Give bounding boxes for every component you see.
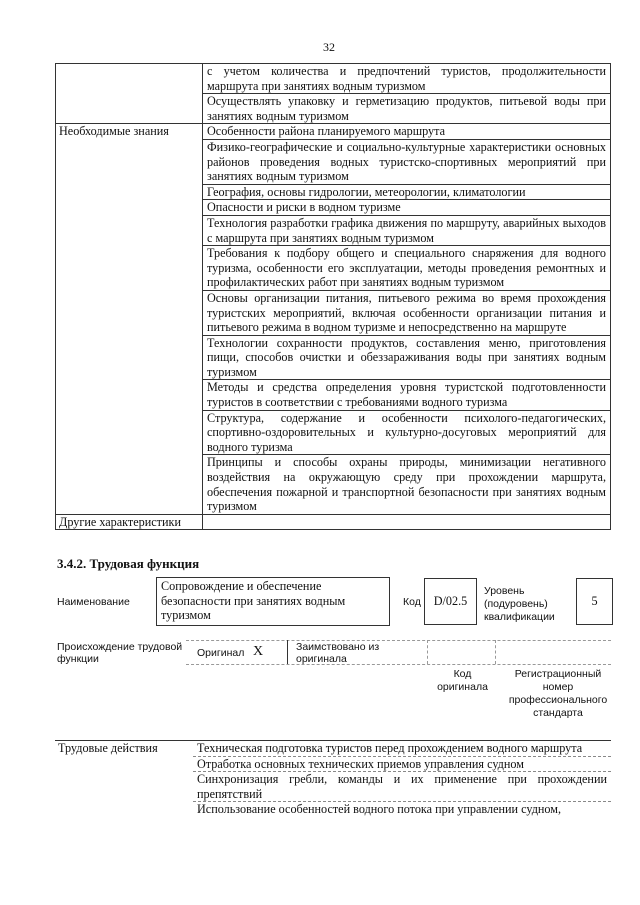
- row-text: Синхронизация гребли, команды и их применение при прохождении препятствий: [193, 772, 611, 802]
- row-label: [55, 756, 193, 772]
- reg-number-cell: [495, 640, 496, 664]
- table-row: [55, 756, 611, 772]
- row-text: География, основы гидрологии, метеорологии, климатологии: [203, 184, 611, 200]
- table-row: [56, 335, 611, 380]
- row-text: Структура, содержание и особенности психолого-педагогических, спортивно-оздоровительных и культурно-досуговых мероприятий для водного туризма: [203, 410, 611, 455]
- row-label: [55, 772, 193, 802]
- level-box: [576, 578, 613, 625]
- table-row: [55, 741, 611, 757]
- row-text: Осуществлять упаковку и герметизацию продуктов, питьевой воды при занятиях водным туризмом: [203, 94, 611, 124]
- row-text: Методы и средства определения уровня туристской подготовленности туристов в соответствии с требованиями водного туризма: [203, 380, 611, 410]
- table-row: [56, 410, 611, 455]
- page-number: 32: [323, 40, 335, 54]
- origin-label: Происхождение трудовой функции: [57, 641, 183, 665]
- reg-number-caption: Регистрационный номер профессионального стандарта: [508, 668, 608, 719]
- row-label: [56, 184, 203, 200]
- table-row: [56, 514, 611, 530]
- original-mark: X: [253, 644, 264, 659]
- row-text: [203, 514, 611, 530]
- table-row: [56, 380, 611, 410]
- level-value: 5: [591, 594, 598, 608]
- row-label: [56, 410, 203, 455]
- row-label: [56, 290, 203, 335]
- table-row: [56, 455, 611, 514]
- row-text: Физико-географические и социально-культурные характеристики основных районов проведения водных туристско-спортивных мероприятий при занятиях водным туризмом: [203, 139, 611, 184]
- row-text: Техническая подготовка туристов перед прохождением водного маршрута: [193, 741, 611, 757]
- table-row: [56, 290, 611, 335]
- row-label: [56, 455, 203, 514]
- row-text: Отработка основных технических приемов управления судном: [193, 756, 611, 772]
- code-value: D/02.5: [433, 594, 468, 608]
- table-row: [56, 64, 611, 94]
- original-label: Оригинал: [197, 647, 245, 659]
- row-label: [56, 200, 203, 216]
- row-label: Трудовые действия: [55, 741, 193, 757]
- table-row: [56, 139, 611, 184]
- section-heading: 3.4.2. Трудовая функция: [57, 556, 200, 571]
- table-row: [55, 802, 611, 817]
- row-text: Принципы и способы охраны природы, минимизации негативного воздействия на окружающую среду при прохождении маршрута, обеспечения пожарной и транспортной безопасности при занятиях водным туризмом: [203, 455, 611, 514]
- row-text: Особенности района планируемого маршрута: [203, 124, 611, 140]
- name-value: Сопровождение и обеспечение безопасности при занятиях водным туризмом: [161, 579, 346, 623]
- row-label: Необходимые знания: [56, 124, 203, 140]
- row-text: Технология разработки графика движения по маршруту, аварийных выходов с маршрута при занятиях водным туризмом: [203, 215, 611, 245]
- row-label: [55, 802, 193, 817]
- table-row: [56, 246, 611, 291]
- row-text: Использование особенностей водного потока при управлении судном,: [193, 802, 611, 817]
- row-label: [56, 94, 203, 124]
- row-label: [56, 139, 203, 184]
- knowledge-table: [55, 63, 611, 530]
- table-row: [56, 215, 611, 245]
- row-label: [56, 380, 203, 410]
- name-box: [156, 577, 390, 626]
- row-label: [56, 335, 203, 380]
- code-label: Код: [403, 596, 421, 608]
- row-text: Опасности и риски в водном туризме: [203, 200, 611, 216]
- code-original-caption: Код оригинала: [437, 668, 488, 693]
- table-row: [56, 200, 611, 216]
- row-text: с учетом количества и предпочтений туристов, продолжительности маршрута при занятиях водным туризмом: [203, 64, 611, 94]
- origin-divider: [287, 640, 288, 664]
- table-row: [56, 184, 611, 200]
- row-text: Требования к подбору общего и специального снаряжения для водного туризма, особенности его эксплуатации, методы проведения ремонтных и профилактических работ при занятиях водным туризмом: [203, 246, 611, 291]
- row-label: [56, 64, 203, 94]
- row-label: [56, 246, 203, 291]
- row-text: Технологии сохранности продуктов, составления меню, приготовления пищи, способов очистки и обеззараживания воды при занятиях водным туризмом: [203, 335, 611, 380]
- table-row: [55, 772, 611, 802]
- row-label: [56, 215, 203, 245]
- table-row: [56, 94, 611, 124]
- row-label: Другие характеристики: [56, 514, 203, 530]
- row-text: Основы организации питания, питьевого режима во время прохождения туристских мероприятий, включая особенности организации питания и питьевого режима в водном туризме и непосредственно на маршруте: [203, 290, 611, 335]
- level-label: Уровень (подуровень) квалификации: [484, 585, 555, 623]
- borrowed-label: Заимствовано из оригинала: [296, 641, 380, 665]
- labor-actions-table: [55, 740, 611, 817]
- code-original-cell: [427, 640, 428, 664]
- name-label: Наименование: [57, 596, 130, 608]
- table-row: [56, 124, 611, 140]
- code-box: [424, 578, 477, 625]
